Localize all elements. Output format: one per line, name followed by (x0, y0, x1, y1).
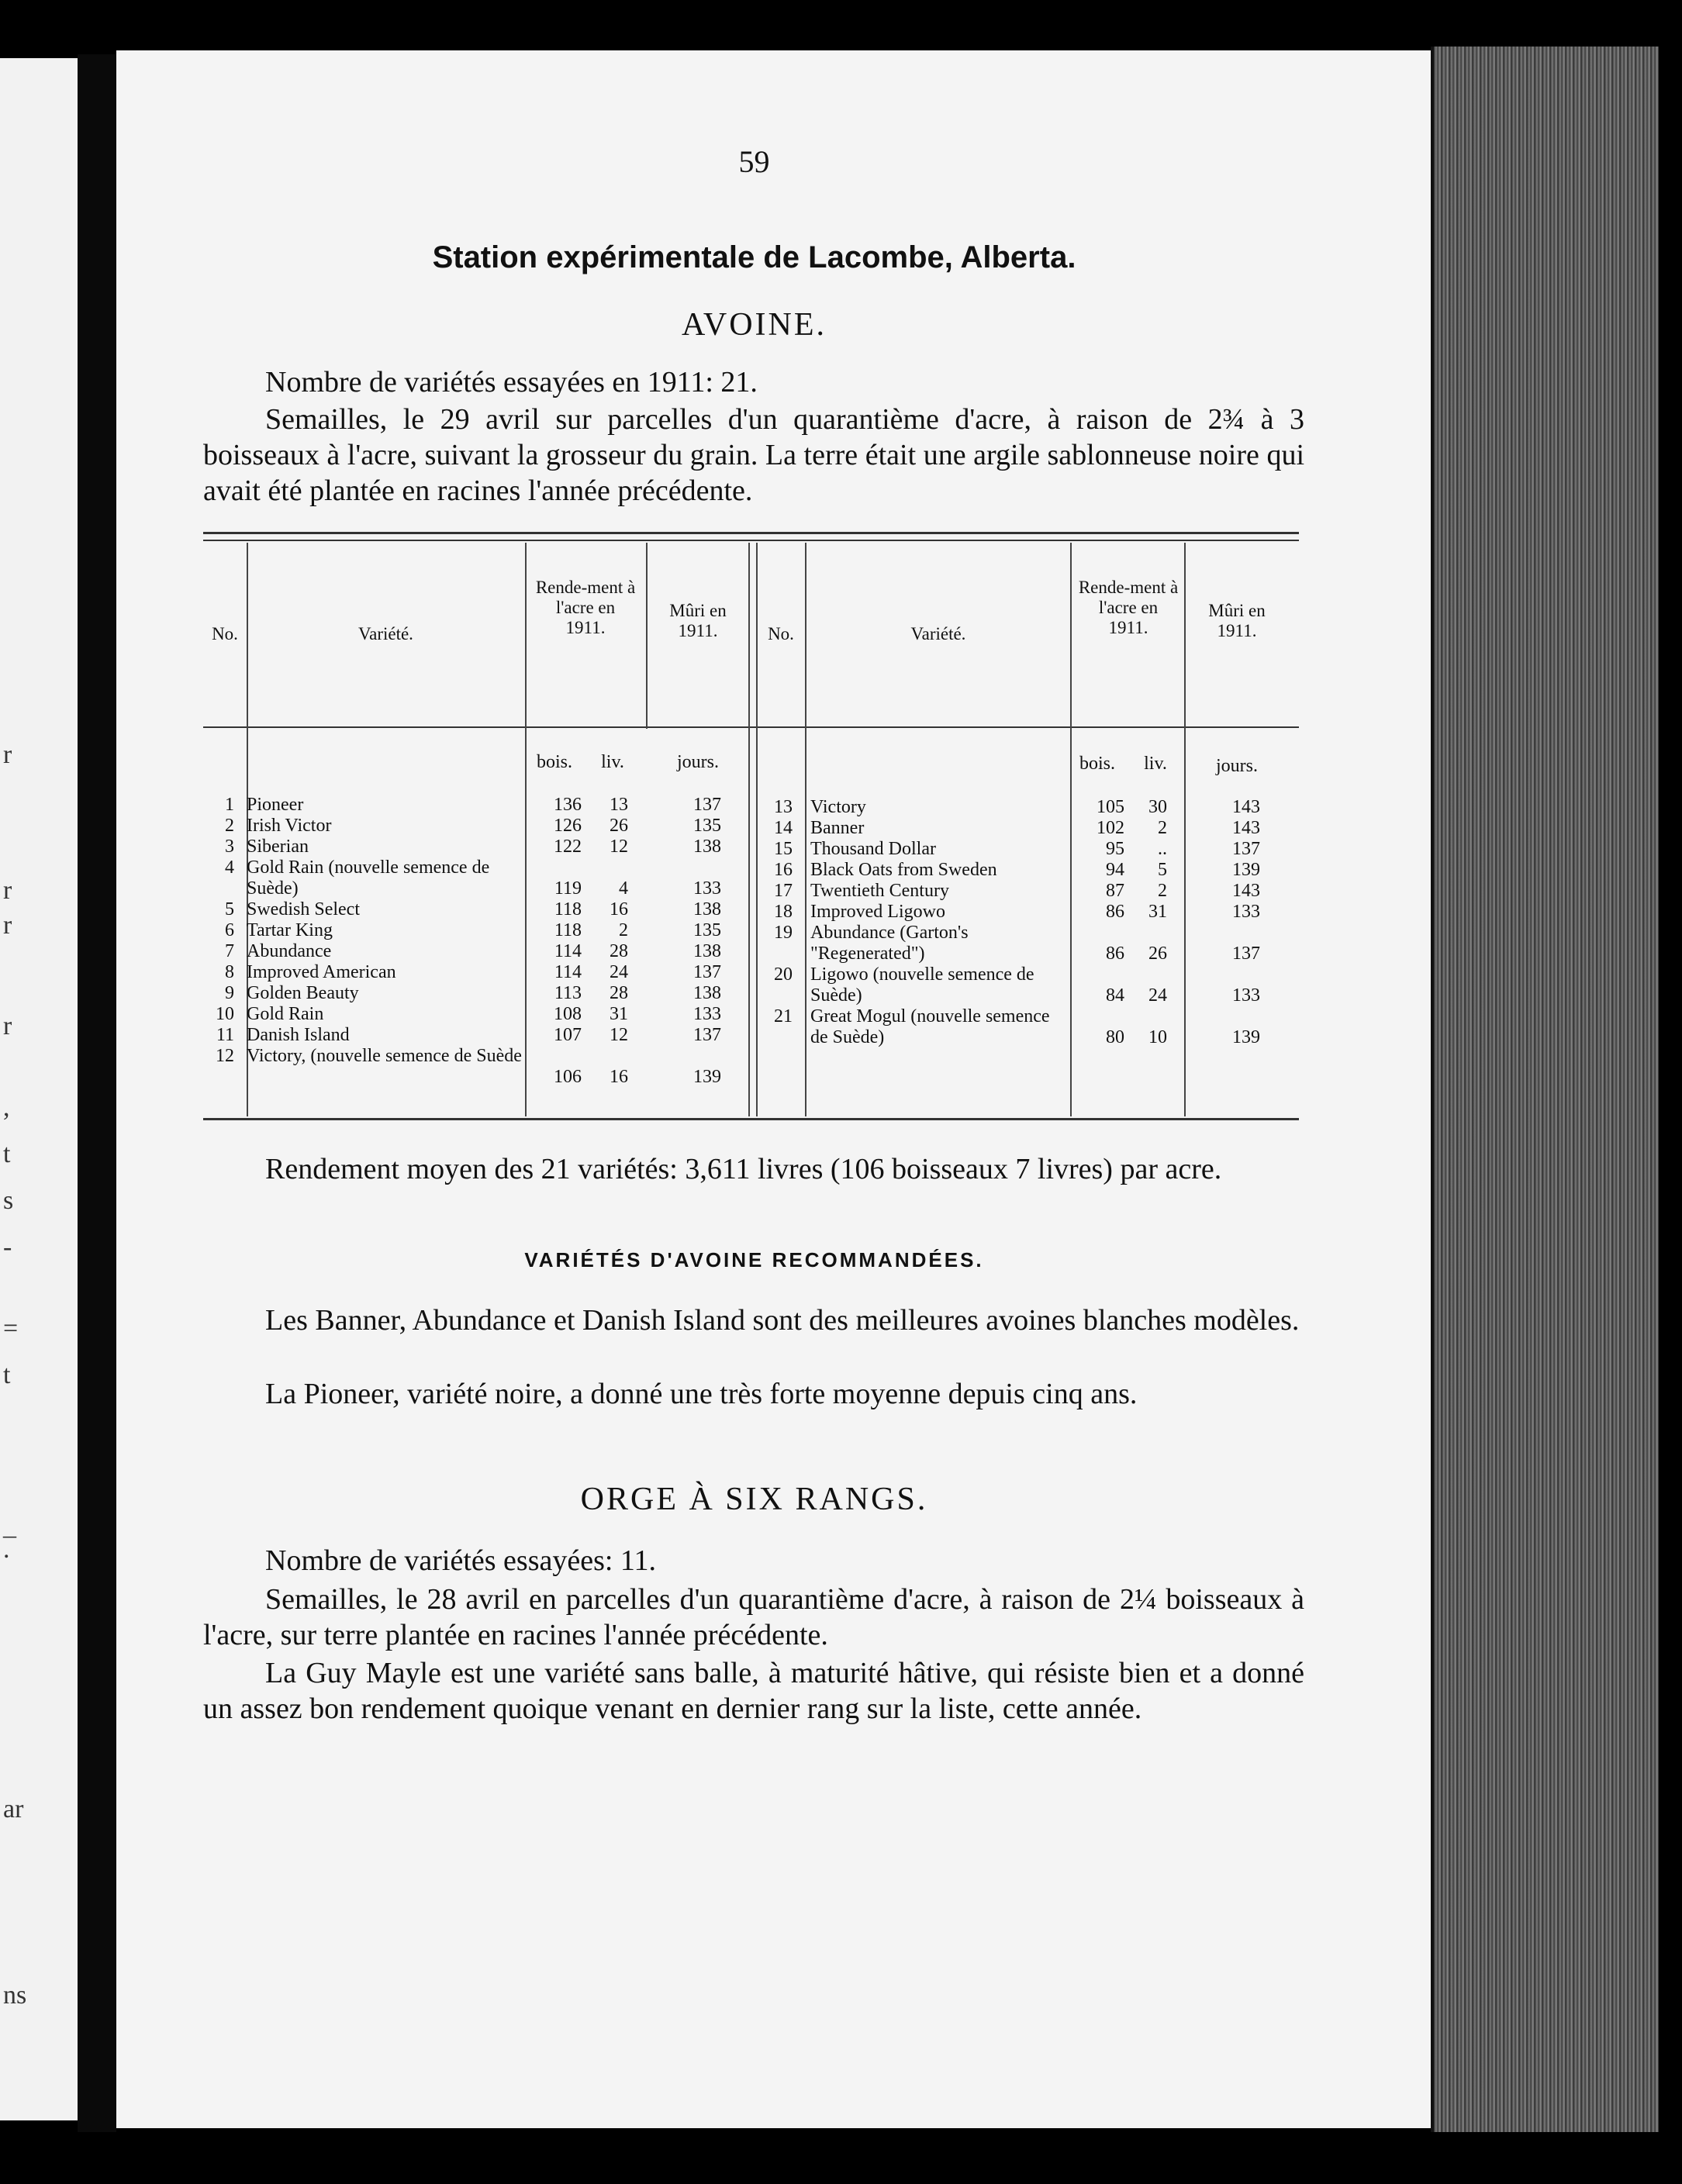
cell-variete: Ligowo (nouvelle semence de Suède) (810, 964, 1034, 1006)
cell-liv: 2 (619, 920, 628, 940)
recommended-paragraph-2: La Pioneer, variété noire, a donné une très forte moyenne depuis cinq ans. (265, 1378, 1138, 1410)
th-variete-left: Variété. (358, 624, 413, 643)
cell-no: 13 (774, 797, 793, 817)
cell-variete: Black Oats from Sweden (810, 860, 997, 880)
cell-jours: 139 (1232, 860, 1260, 880)
cell-liv: 16 (610, 1067, 628, 1087)
table-row (760, 902, 1295, 923)
cell-no: 12 (216, 1046, 234, 1066)
cell-jours: 133 (693, 1004, 721, 1024)
cell-jours: 137 (1232, 839, 1260, 859)
oats-paragraph-2: Semailles, le 29 avril sur parcelles d'un quarantième d'acre, à raison de 2¾ à 3 boisseaux à l'acre, suivant la grosseur du grain. La terre était une argile sablonneuse noire qui avait été plantée en racines l'année précédente. (203, 403, 1304, 507)
cell-jours: 139 (1232, 1027, 1260, 1047)
cell-variete: Twentieth Century (810, 881, 949, 901)
oats-heading: AVOINE. (681, 307, 827, 343)
recommended-heading: VARIÉTÉS D'AVOINE RECOMMANDÉES. (524, 1248, 984, 1271)
th-rendement-left: Rende-ment à l'acre en 1911. (535, 578, 636, 637)
cell-liv: 2 (1158, 818, 1167, 838)
barley-paragraph-3: La Guy Mayle est une variété sans balle, à maturité hâtive, qui résiste bien et a donné un assez bon rendement quoique venant en dernier rang sur la liste, cette année. (203, 1657, 1304, 1725)
cell-bois: 122 (554, 837, 582, 857)
cell-jours: 139 (693, 1067, 721, 1087)
table-row (202, 962, 744, 983)
cell-liv: 16 (610, 899, 628, 919)
th-variete-right: Variété. (910, 624, 966, 643)
left-fragment: _ (3, 1512, 16, 1541)
cell-liv: 24 (1148, 985, 1167, 1006)
table-row (202, 920, 744, 941)
cell-jours: 138 (693, 983, 721, 1003)
table-top-rule (203, 532, 1299, 534)
cell-bois: 108 (554, 1004, 582, 1024)
left-fragment: - (3, 1233, 12, 1261)
cell-liv: 26 (1148, 944, 1167, 964)
page-number: 59 (738, 144, 770, 179)
cell-no: 2 (225, 816, 234, 836)
cell-no: 19 (774, 923, 793, 943)
table-row (760, 1006, 1295, 1048)
barley-paragraph-2: Semailles, le 28 avril en parcelles d'un quarantième d'acre, à raison de 2¼ boisseaux à l'acre, sur terre plantée en racines l'année précédente. (203, 1583, 1304, 1651)
cell-bois: 106 (554, 1067, 582, 1087)
cell-variete: Siberian (247, 837, 309, 857)
left-fragment: r (3, 740, 12, 769)
table-row (760, 860, 1295, 881)
cell-bois: 118 (554, 899, 582, 919)
left-fragment: t (3, 1140, 11, 1168)
left-fragment: t (3, 1361, 11, 1389)
cell-no: 17 (774, 881, 793, 901)
th-rendement-right: Rende-ment à l'acre en 1911. (1078, 578, 1179, 637)
cell-variete: Abundance (247, 941, 332, 961)
cell-no: 7 (225, 941, 234, 961)
th-muri-right: Mûri en 1911. (1208, 601, 1266, 640)
cell-bois: 126 (554, 816, 582, 836)
table-row (202, 1004, 744, 1025)
cell-liv: 13 (610, 795, 628, 815)
cell-jours: 133 (1232, 985, 1260, 1006)
cell-liv: 12 (610, 1025, 628, 1045)
table-right-body (760, 797, 1295, 1048)
left-fragment: ar (3, 1795, 24, 1823)
cell-variete: Gold Rain (247, 1004, 324, 1024)
cell-no: 15 (774, 839, 793, 859)
left-fragment: , (3, 1093, 10, 1122)
average-paragraph: Rendement moyen des 21 variétés: 3,611 livres (106 boisseaux 7 livres) par acre. (265, 1153, 1222, 1185)
barley-paragraph-1: Nombre de variétés essayées: 11. (265, 1544, 657, 1577)
cell-no: 16 (774, 860, 793, 880)
recommended-paragraph-1: Les Banner, Abundance et Danish Island sont des meilleures avoines blanches modèles. (265, 1304, 1300, 1337)
th-no-left: No. (212, 624, 238, 643)
unit-liv-right: liv. (1144, 754, 1167, 774)
table-row (202, 795, 744, 816)
cell-bois: 84 (1106, 985, 1124, 1006)
cell-bois: 114 (554, 962, 582, 982)
cell-variete: Pioneer (247, 795, 304, 815)
station-title: Station expérimentale de Lacombe, Alberta. (432, 240, 1076, 274)
cell-liv: 28 (610, 941, 628, 961)
cell-no: 18 (774, 902, 793, 922)
cell-jours: 143 (1232, 818, 1260, 838)
cell-variete: Victory (810, 797, 866, 817)
cell-liv: 10 (1148, 1027, 1167, 1047)
table-row (202, 857, 744, 899)
th-muri-left: Mûri en 1911. (669, 601, 727, 640)
table-header-rule (203, 726, 1299, 728)
oats-paragraph-1: Nombre de variétés essayées en 1911: 21. (265, 366, 758, 399)
barley-heading: ORGE À SIX RANGS. (580, 1482, 928, 1517)
cell-no: 11 (216, 1025, 234, 1045)
cell-liv: 31 (1148, 902, 1167, 922)
left-fragment: = (3, 1314, 19, 1343)
cell-jours: 137 (1232, 944, 1260, 964)
table-bottom-rule (203, 1118, 1299, 1120)
cell-jours: 143 (1232, 797, 1260, 817)
cell-no: 20 (774, 964, 793, 985)
cell-no: 1 (225, 795, 234, 815)
table-row (202, 941, 744, 962)
unit-bois-left: bois. (536, 752, 572, 772)
cell-jours: 143 (1232, 881, 1260, 901)
cell-liv: 30 (1148, 797, 1167, 817)
cell-bois: 107 (554, 1025, 582, 1045)
table-left-body (202, 795, 744, 1088)
left-fragment: r (3, 876, 12, 905)
cell-variete: Improved American (247, 962, 396, 982)
cell-bois: 86 (1106, 944, 1124, 964)
cell-variete: Irish Victor (247, 816, 332, 836)
unit-bois-right: bois. (1079, 754, 1115, 774)
cell-variete: Abundance (Garton's "Regenerated") (810, 923, 969, 964)
cell-liv: 5 (1158, 860, 1167, 880)
table-row (760, 839, 1295, 860)
cell-bois: 87 (1106, 881, 1124, 901)
cell-liv: 31 (610, 1004, 628, 1024)
cell-bois: 136 (554, 795, 582, 815)
cell-bois: 86 (1106, 902, 1124, 922)
left-fragment: . (3, 1535, 10, 1564)
cell-no: 5 (225, 899, 234, 919)
cell-no: 9 (225, 983, 234, 1003)
cell-no: 6 (225, 920, 234, 940)
cell-variete: Victory, (nouvelle semence de Suède (247, 1046, 522, 1066)
cell-variete: Golden Beauty (247, 983, 359, 1003)
table-row (760, 964, 1295, 1006)
page-edges (1431, 47, 1659, 2132)
left-fragment: s (3, 1186, 14, 1215)
cell-jours: 137 (693, 795, 721, 815)
cell-variete: Thousand Dollar (810, 839, 936, 859)
cell-jours: 138 (693, 941, 721, 961)
th-no-right: No. (768, 624, 794, 643)
book-gutter (78, 54, 116, 2132)
cell-bois: 119 (554, 878, 582, 899)
cell-bois: 105 (1097, 797, 1124, 817)
cell-bois: 80 (1106, 1027, 1124, 1047)
table-row (202, 983, 744, 1004)
cell-liv: 2 (1158, 881, 1167, 901)
cell-jours: 135 (693, 816, 721, 836)
cell-no: 8 (225, 962, 234, 982)
table-top-rule-2 (203, 540, 1299, 541)
table-row (760, 797, 1295, 818)
cell-variete: Swedish Select (247, 899, 360, 919)
cell-jours: 135 (693, 920, 721, 940)
book-page (116, 50, 1431, 2128)
cell-variete: Danish Island (247, 1025, 350, 1045)
cell-liv: 26 (610, 816, 628, 836)
cell-bois: 114 (554, 941, 582, 961)
cell-liv: 28 (610, 983, 628, 1003)
table-row (202, 837, 744, 857)
table-col-divider (748, 543, 750, 1116)
cell-bois: 118 (554, 920, 582, 940)
unit-jours-right: jours. (1216, 756, 1258, 776)
cell-jours: 138 (693, 837, 721, 857)
cell-liv: 24 (610, 962, 628, 982)
left-fragment: r (3, 911, 12, 940)
unit-liv-left: liv. (601, 752, 624, 772)
cell-no: 3 (225, 837, 234, 857)
left-page-margin (0, 58, 78, 2120)
table-row (760, 881, 1295, 902)
table-row (760, 818, 1295, 839)
cell-jours: 138 (693, 899, 721, 919)
table-row (202, 899, 744, 920)
cell-variete: Banner (810, 818, 865, 838)
cell-bois: 113 (554, 983, 582, 1003)
left-fragment: r (3, 1012, 12, 1040)
cell-no: 10 (216, 1004, 234, 1024)
table-row (760, 923, 1295, 964)
cell-liv: 12 (610, 837, 628, 857)
cell-variete: Improved Ligowo (810, 902, 945, 922)
table-row (202, 816, 744, 837)
cell-variete: Tartar King (247, 920, 333, 940)
cell-liv: 4 (619, 878, 628, 899)
cell-no: 4 (225, 857, 234, 878)
unit-jours-left: jours. (677, 752, 719, 772)
cell-jours: 133 (1232, 902, 1260, 922)
cell-jours: 137 (693, 1025, 721, 1045)
cell-variete: Gold Rain (nouvelle semence de Suède) (247, 857, 490, 899)
left-fragment: ns (3, 1981, 27, 2010)
table-row (202, 1046, 744, 1088)
cell-jours: 133 (693, 878, 721, 899)
table-row (202, 1025, 744, 1046)
cell-liv: .. (1158, 839, 1167, 859)
cell-bois: 94 (1106, 860, 1124, 880)
cell-jours: 137 (693, 962, 721, 982)
table-col-divider (646, 543, 648, 729)
cell-no: 14 (774, 818, 793, 838)
cell-variete: Great Mogul (nouvelle semence de Suède) (810, 1006, 1050, 1047)
cell-no: 21 (774, 1006, 793, 1026)
cell-bois: 102 (1097, 818, 1124, 838)
cell-bois: 95 (1106, 839, 1124, 859)
